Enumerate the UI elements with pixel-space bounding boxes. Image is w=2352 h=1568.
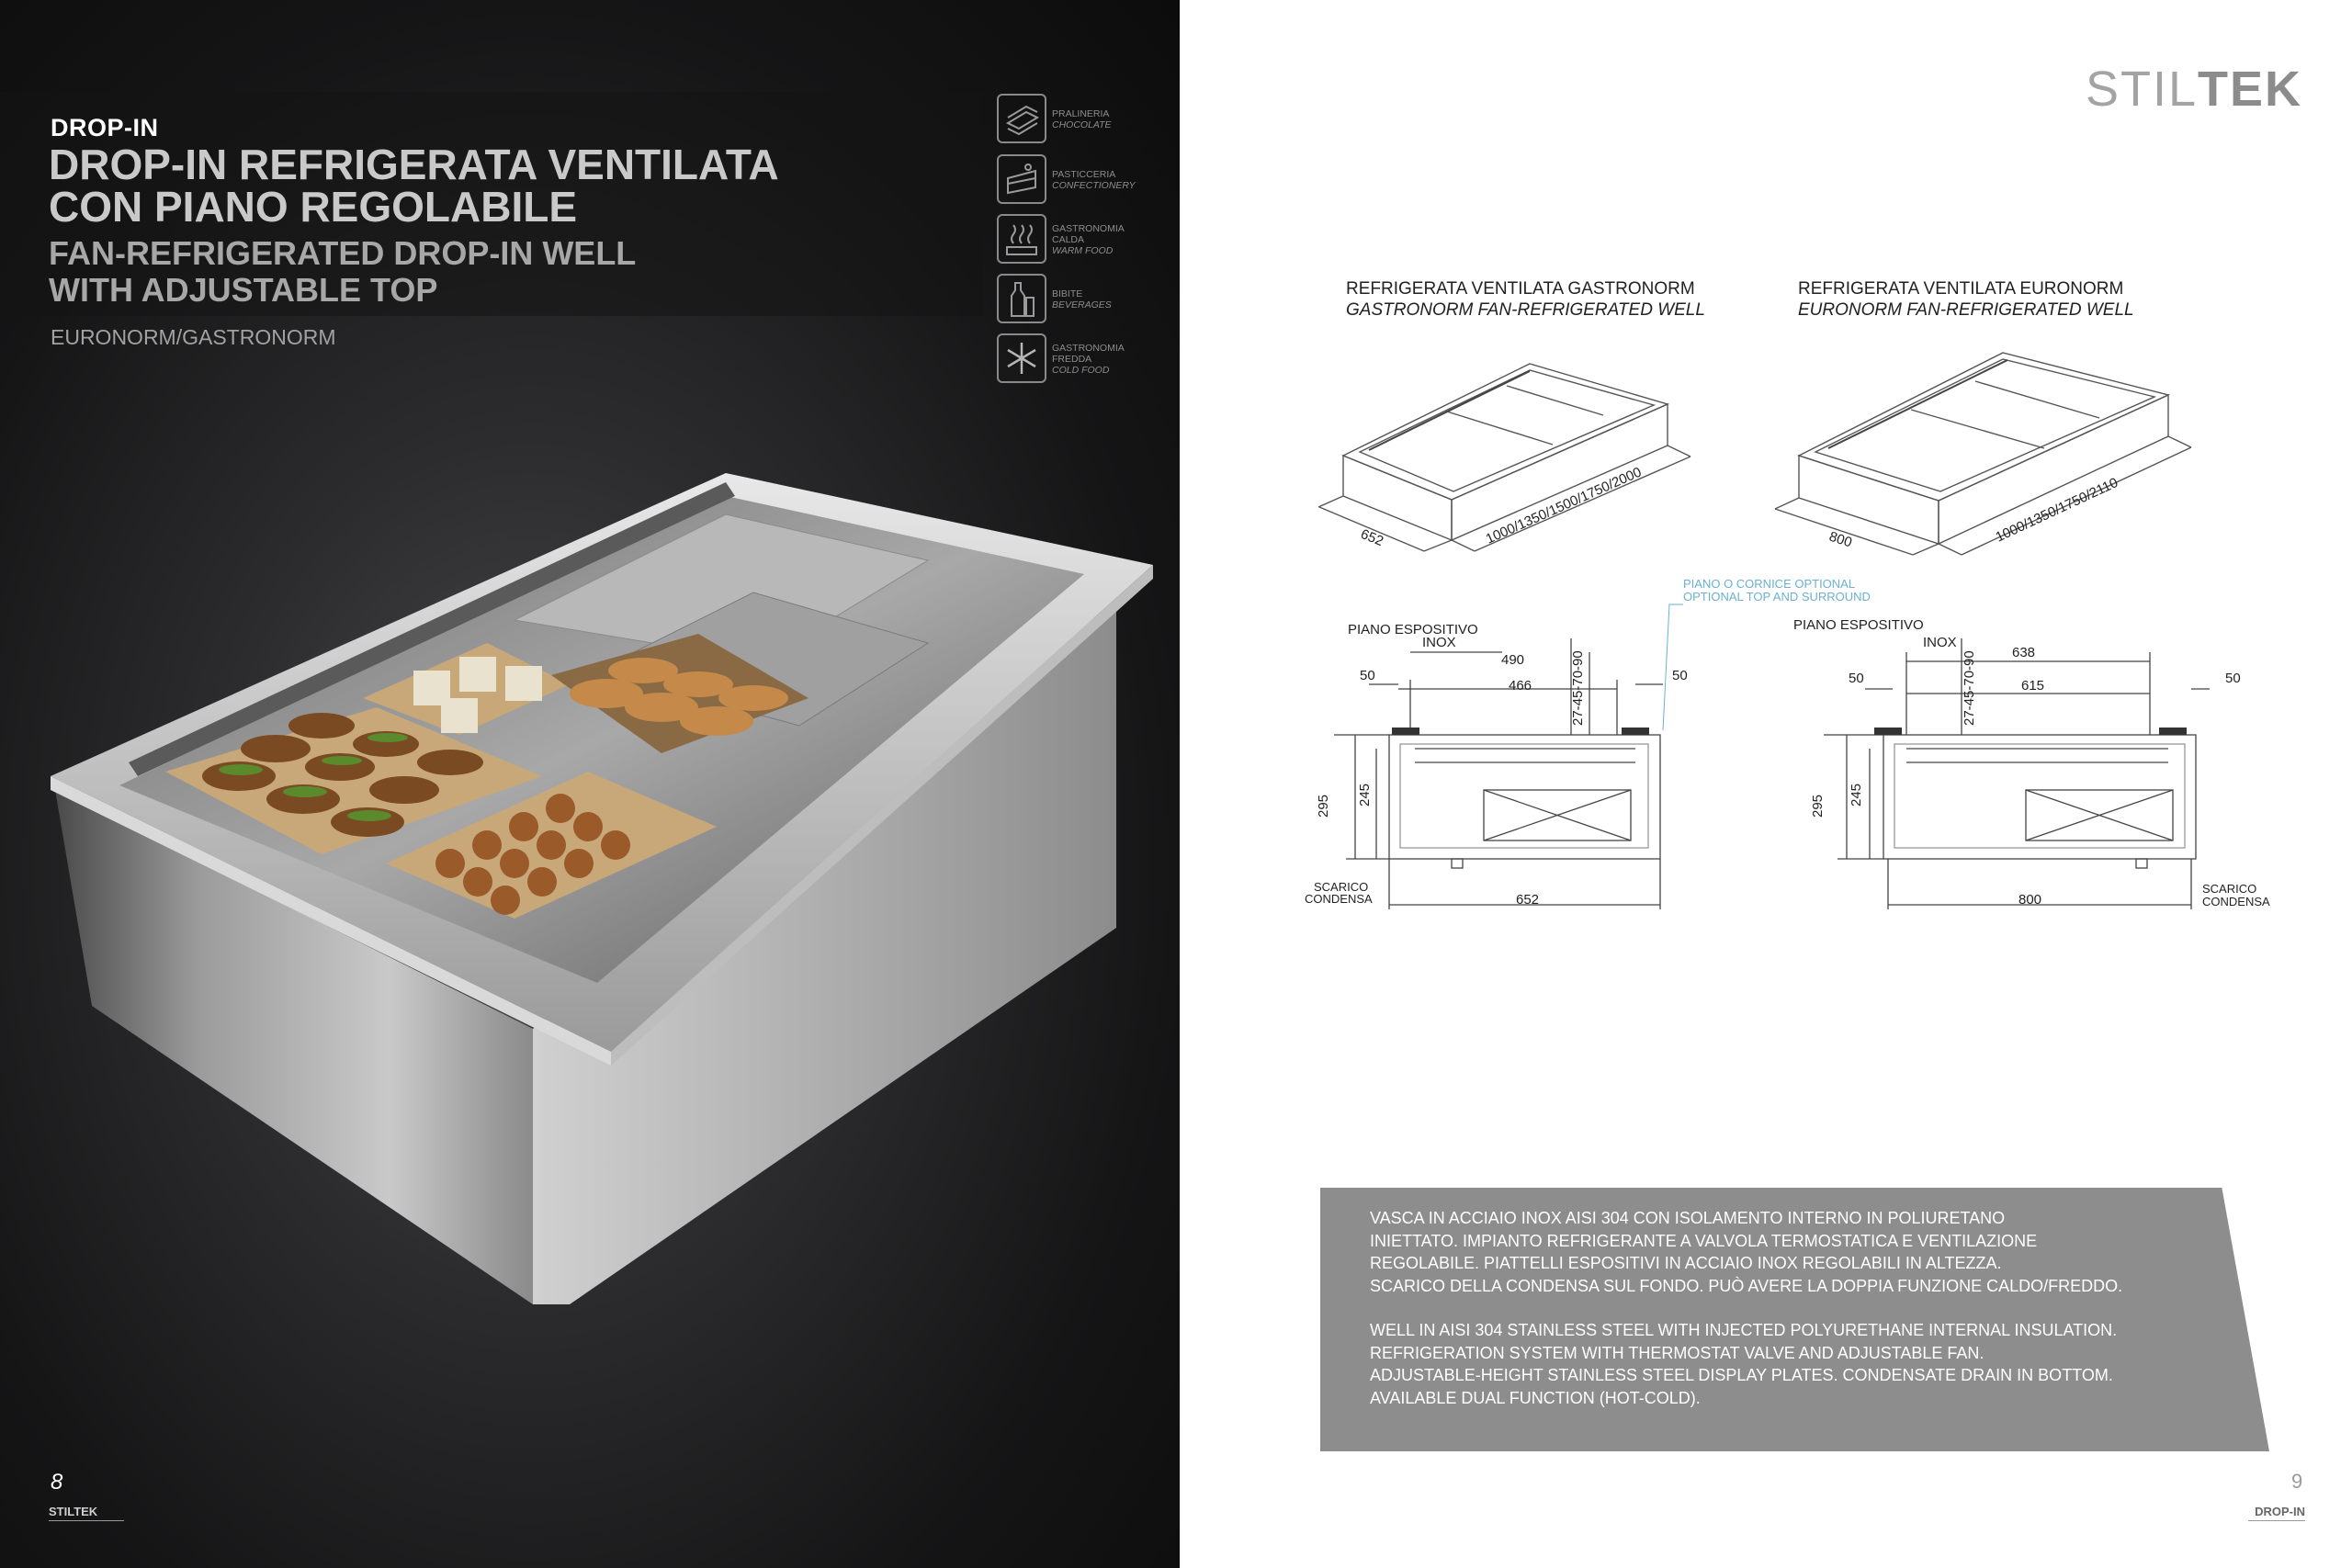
- category-label-en: BEVERAGES: [1052, 299, 1112, 310]
- desc-line: AVAILABLE DUAL FUNCTION (HOT-COLD).: [1370, 1388, 1701, 1407]
- dim-295: 295: [1316, 794, 1331, 818]
- dim-466: 466: [1509, 678, 1532, 694]
- diagram-title-en: GASTRONORM FAN-REFRIGERATED WELL: [1346, 300, 1705, 320]
- optional-note-it: PIANO O CORNICE OPTIONAL: [1683, 577, 1856, 591]
- title-italian: [49, 141, 949, 231]
- diagram-title-it: REFRIGERATA VENTILATA EURONORM: [1798, 279, 2124, 299]
- dim-base: 800: [2018, 892, 2042, 908]
- diagram-title-it: REFRIGERATA VENTILATA GASTRONORM: [1346, 279, 1695, 299]
- category-cold-food: [997, 333, 1180, 387]
- logo-light: STIL: [2086, 62, 2199, 117]
- description-english: [1370, 1319, 2224, 1409]
- category-label: BIBITE: [1052, 288, 1083, 299]
- optional-note-en: OPTIONAL TOP AND SURROUND: [1683, 590, 1871, 604]
- chocolate-icon: [997, 94, 1046, 143]
- category-confectionery: [997, 154, 1180, 208]
- dim-615: 615: [2021, 678, 2045, 694]
- height-range: 27-45-70-90: [1570, 650, 1586, 726]
- category-label-en: WARM FOOD: [1052, 245, 1114, 256]
- cake-slice-icon: [997, 154, 1046, 204]
- diagram-title-en: EURONORM FAN-REFRIGERATED WELL: [1798, 300, 2134, 320]
- dim-490: 490: [1501, 652, 1525, 668]
- product-description: [1370, 1207, 2224, 1431]
- piano-label: PIANO ESPOSITIVO: [1793, 617, 1924, 633]
- page-number: 9: [2291, 1470, 2303, 1493]
- iso-width-label: 652: [1358, 525, 1386, 550]
- warm-food-icon: [997, 214, 1046, 264]
- dim-50-left: 50: [1360, 668, 1375, 683]
- dim-base: 652: [1516, 892, 1540, 908]
- inox-label: INOX: [1923, 635, 1957, 650]
- category-label: PRALINERIA: [1052, 108, 1110, 119]
- dim-50-right: 50: [2225, 671, 2241, 686]
- technical-drawings: [1286, 349, 2297, 937]
- description-italian: [1370, 1207, 2224, 1297]
- desc-line: INIETTATO. IMPIANTO REFRIGERANTE A VALVOLA TERMOSTATICA E VENTILAZIONE: [1370, 1231, 2038, 1250]
- dim-245: 245: [1849, 783, 1864, 807]
- dim-245: 245: [1357, 783, 1373, 807]
- title-italian-line-1: DROP-IN REFRIGERATA VENTILATA: [49, 141, 779, 188]
- norm-label: EURONORM/GASTRONORM: [51, 325, 336, 349]
- snowflake-icon: [997, 333, 1046, 383]
- desc-line: ADJUSTABLE-HEIGHT STAINLESS STEEL DISPLAY PLATES. CONDENSATE DRAIN IN BOTTOM.: [1370, 1366, 2113, 1384]
- page-number: 8: [51, 1470, 63, 1495]
- scarico-label: SCARICO: [2202, 882, 2257, 896]
- desc-line: WELL IN AISI 304 STAINLESS STEEL WITH INJECTED POLYURETHANE INTERNAL INSULATION.: [1370, 1321, 2118, 1339]
- title-english: [49, 235, 876, 309]
- section-kicker: DROP-IN: [51, 114, 159, 141]
- category-chocolate: [997, 94, 1180, 147]
- desc-line: REFRIGERATION SYSTEM WITH THERMOSTAT VALVE AND ADJUSTABLE FAN.: [1370, 1343, 1984, 1362]
- category-label-en: COLD FOOD: [1052, 365, 1110, 376]
- iso-length-label: 1000/1350/1750/2110: [1993, 474, 2120, 546]
- category-label-2: FREDDA: [1052, 354, 1092, 365]
- piano-label: PIANO ESPOSITIVO: [1348, 622, 1478, 637]
- diagram-title-euronorm: [1798, 278, 2134, 321]
- category-label-en: CONFECTIONERY: [1052, 180, 1136, 191]
- title-english-line-2: WITH ADJUSTABLE TOP: [49, 271, 438, 309]
- footer-section: DROP-IN: [2248, 1505, 2305, 1521]
- condensa-label: CONDENSA: [2202, 895, 2270, 908]
- logo-bold: TEK: [2198, 62, 2303, 117]
- category-label-en: CHOCOLATE: [1052, 119, 1112, 130]
- inox-label: INOX: [1422, 635, 1456, 650]
- height-range: 27-45-70-90: [1962, 650, 1977, 726]
- dim-50-left: 50: [1849, 671, 1864, 686]
- iso-length-label: 1000/1350/1500/1750/2000: [1483, 464, 1645, 547]
- dim-638: 638: [2012, 645, 2036, 660]
- category-label: GASTRONOMIA: [1052, 223, 1125, 234]
- desc-line: SCARICO DELLA CONDENSA SUL FONDO. PUÒ AVERE LA DOPPIA FUNZIONE CALDO/FREDDO.: [1370, 1276, 2123, 1295]
- title-english-line-1: FAN-REFRIGERATED DROP-IN WELL: [49, 234, 637, 272]
- category-beverages: [997, 274, 1180, 327]
- iso-width-label: 800: [1826, 528, 1854, 551]
- scarico-label: SCARICO: [1314, 880, 1369, 894]
- condensa-label: CONDENSA: [1305, 892, 1373, 906]
- category-label: GASTRONOMIA: [1052, 343, 1125, 354]
- category-label: PASTICCERIA: [1052, 169, 1116, 180]
- brand-logo: [2086, 61, 2302, 118]
- footer-brand: STILTEK: [49, 1505, 124, 1521]
- category-label-2: CALDA: [1052, 234, 1085, 245]
- category-warm-food: [997, 214, 1180, 267]
- desc-line: VASCA IN ACCIAIO INOX AISI 304 CON ISOLAMENTO INTERNO IN POLIURETANO: [1370, 1209, 2006, 1227]
- dim-295: 295: [1810, 794, 1826, 818]
- diagram-title-gastronorm: [1346, 278, 1705, 321]
- title-italian-line-2: CON PIANO REGOLABILE: [49, 183, 578, 231]
- desc-line: REGOLABILE. PIATTELLI ESPOSITIVI IN ACCIAIO INOX REGOLABILI IN ALTEZZA.: [1370, 1254, 2002, 1272]
- drop-in-well-photo: [0, 450, 1180, 1332]
- bottles-icon: [997, 274, 1046, 323]
- dim-50-right: 50: [1672, 668, 1688, 683]
